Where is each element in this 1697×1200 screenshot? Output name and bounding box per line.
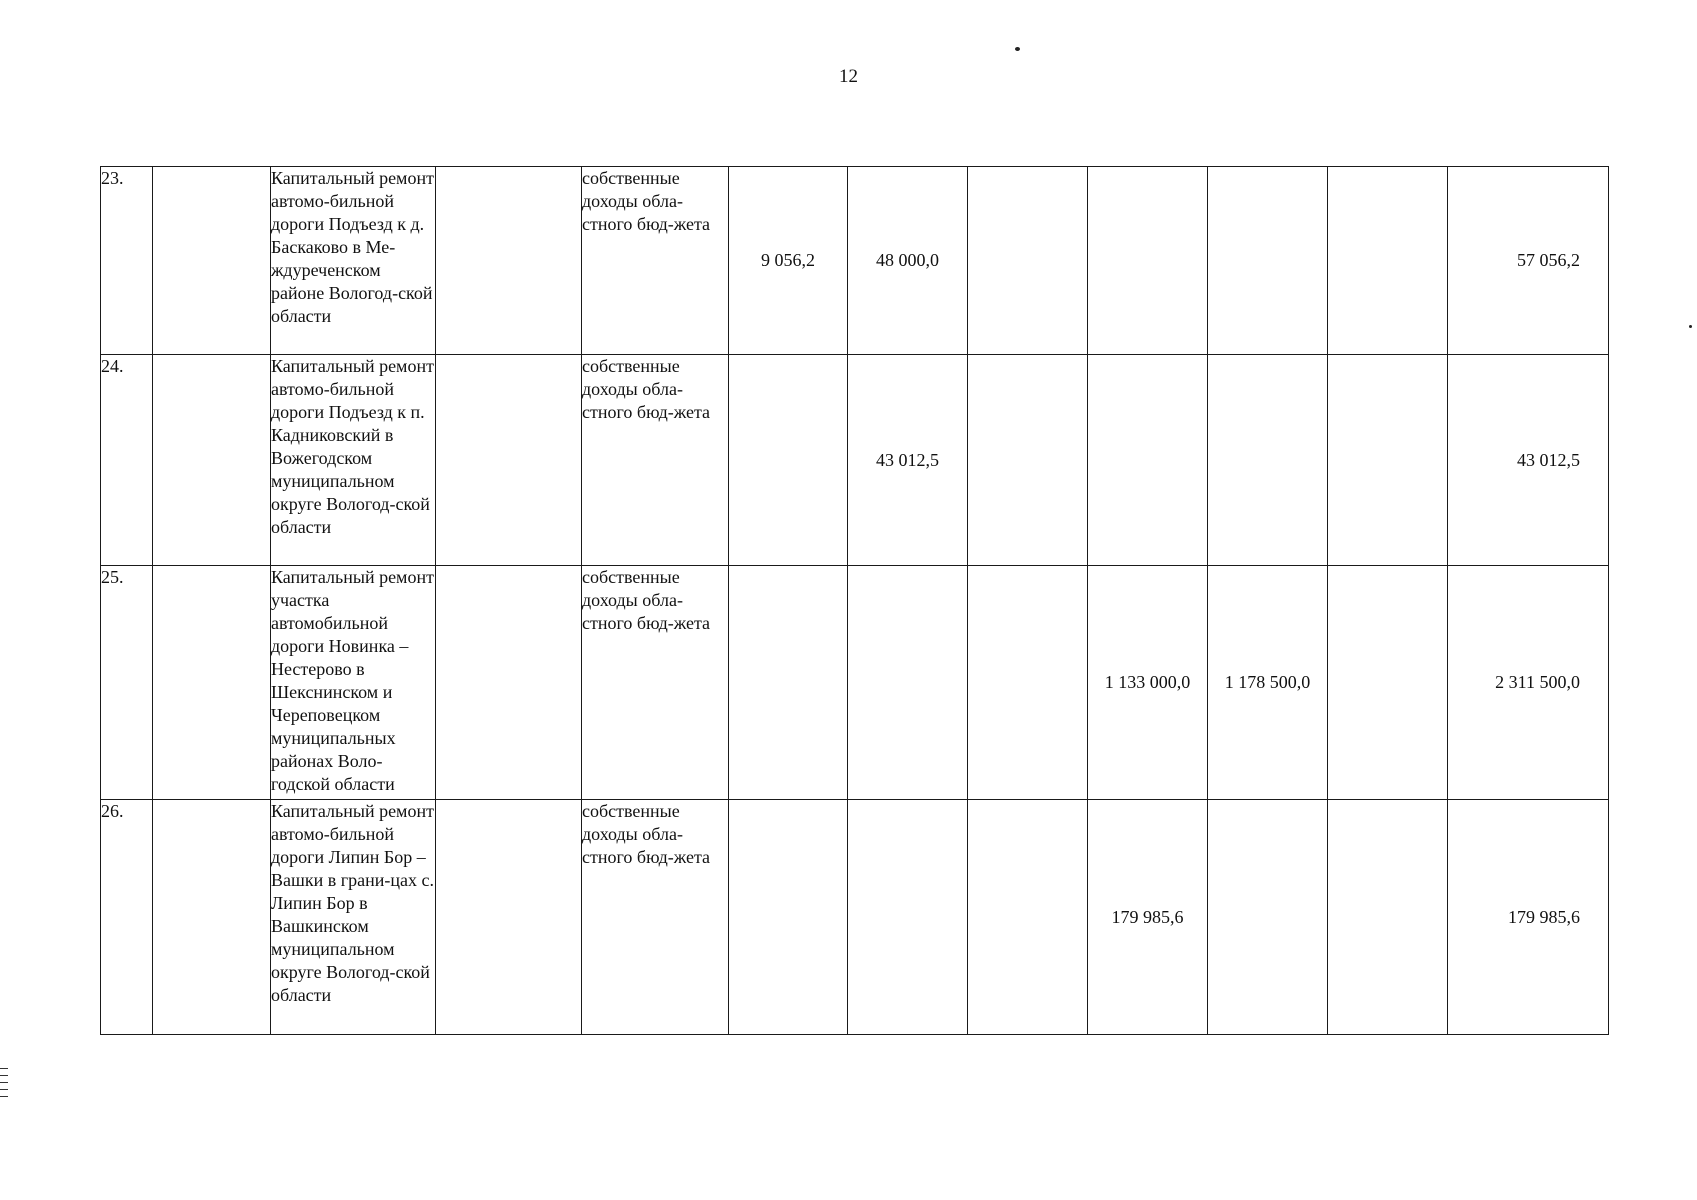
amount-cell <box>1208 800 1328 1035</box>
funding-source: собственные доходы обла-стного бюд-жета <box>582 355 729 566</box>
amount-cell <box>968 355 1088 566</box>
margin-ticks <box>0 1068 8 1103</box>
total-cell: 57 056,2 <box>1448 167 1609 355</box>
amount-cell <box>1328 355 1448 566</box>
amount-cell: 1 178 500,0 <box>1208 566 1328 800</box>
object-name: Капитальный ремонт автомо-бильной дороги Липин Бор – Вашки в грани-цах с. Липин Бор в Вашкинском муниципальном округе Вологод-ской области <box>271 800 436 1035</box>
amount-cell: 179 985,6 <box>1088 800 1208 1035</box>
table-row <box>101 355 1609 566</box>
amount-cell: 1 133 000,0 <box>1088 566 1208 800</box>
row-number: 25. <box>101 566 153 800</box>
amount-cell <box>968 167 1088 355</box>
amount-cell <box>1088 167 1208 355</box>
budget-table <box>100 166 1609 1035</box>
amount-cell <box>1208 167 1328 355</box>
empty-cell <box>436 566 582 800</box>
amount-cell <box>968 566 1088 800</box>
row-number: 23. <box>101 167 153 355</box>
scan-speck <box>1015 47 1020 51</box>
funding-source: собственные доходы обла-стного бюд-жета <box>582 566 729 800</box>
object-name: Капитальный ремонт автомо-бильной дороги Подъезд к п. Кадниковский в Вожегодском муниципальном округе Вологод-ской области <box>271 355 436 566</box>
amount-cell <box>968 800 1088 1035</box>
page-number: 12 <box>839 66 858 87</box>
amount-cell <box>729 566 848 800</box>
amount-cell <box>729 800 848 1035</box>
amount-cell <box>1328 566 1448 800</box>
total-cell: 2 311 500,0 <box>1448 566 1609 800</box>
funding-source: собственные доходы обла-стного бюд-жета <box>582 800 729 1035</box>
amount-cell: 48 000,0 <box>848 167 968 355</box>
amount-cell <box>1208 355 1328 566</box>
total-cell: 43 012,5 <box>1448 355 1609 566</box>
amount-cell <box>848 566 968 800</box>
amount-cell <box>729 355 848 566</box>
table-row <box>101 800 1609 1035</box>
table-row <box>101 566 1609 800</box>
object-name: Капитальный ремонт участка автомобильной дороги Новинка – Нестерово в Шекснинском и Череповецком муниципальных районах Воло-годской области <box>271 566 436 800</box>
amount-cell <box>1328 800 1448 1035</box>
empty-cell <box>153 355 271 566</box>
funding-source: собственные доходы обла-стного бюд-жета <box>582 167 729 355</box>
amount-cell <box>1328 167 1448 355</box>
table-row <box>101 167 1609 355</box>
empty-cell <box>153 167 271 355</box>
empty-cell <box>153 800 271 1035</box>
empty-cell <box>436 355 582 566</box>
total-cell: 179 985,6 <box>1448 800 1609 1035</box>
object-name: Капитальный ремонт автомо-бильной дороги Подъезд к д. Баскаково в Ме-ждуреченском районе Вологод-ской области <box>271 167 436 355</box>
row-number: 24. <box>101 355 153 566</box>
amount-cell <box>848 800 968 1035</box>
empty-cell <box>436 800 582 1035</box>
scan-speck <box>1689 325 1692 328</box>
amount-cell: 9 056,2 <box>729 167 848 355</box>
empty-cell <box>436 167 582 355</box>
amount-cell <box>1088 355 1208 566</box>
row-number: 26. <box>101 800 153 1035</box>
empty-cell <box>153 566 271 800</box>
amount-cell: 43 012,5 <box>848 355 968 566</box>
